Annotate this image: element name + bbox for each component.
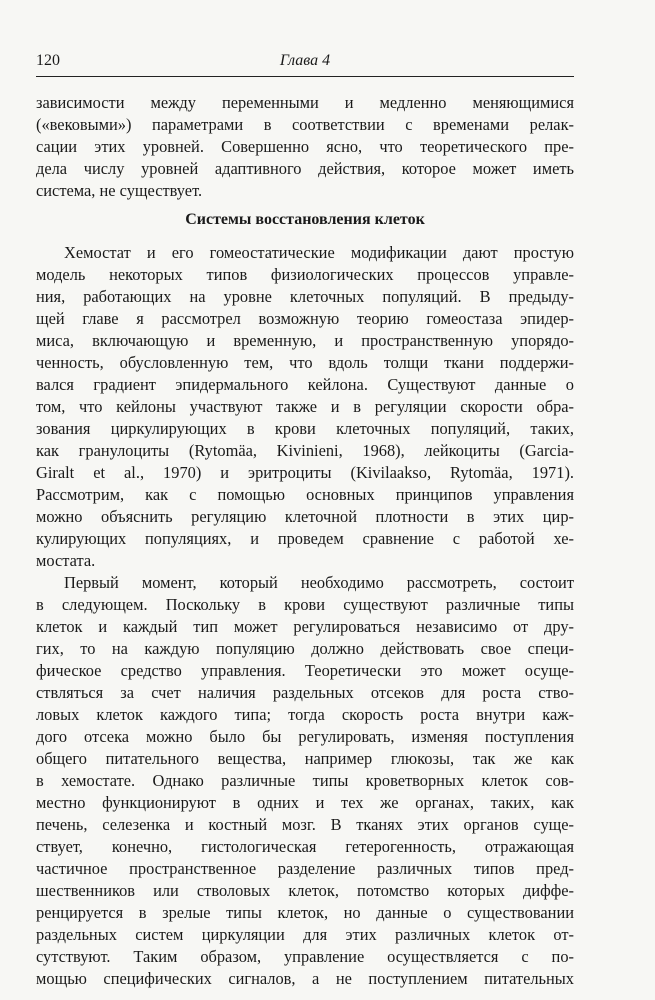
text-line: вался градиент эпидермального кейлона. Существуют данные о [36,375,574,394]
text-line: ченность, обусловленную тем, что вдоль толщи ткани поддержи- [36,353,574,372]
text-line: том, что кейлоны участвуют также и в регуляции скорости обра- [36,397,574,416]
text-line: как гранулоциты (Rytomäa, Kivinieni, 1968), лейкоциты (Garcia- [36,441,574,460]
text-line: Первый момент, который необходимо рассмотреть, состоит [64,573,574,592]
text-line: дого отсека можно было бы регулировать, изменяя поступления [36,727,574,746]
page-number: 120 [36,52,60,69]
text-line: Хемостат и его гомеостатические модификации дают простую [64,243,574,262]
text-line: зования циркулирующих в крови клеточных популяций, таких, [36,419,574,438]
chapter-title: Глава 4 [279,52,331,69]
text-line: ловых клеток каждого типа; тогда скорость роста внутри каж- [36,705,574,724]
text-line: в хемостате. Однако различные типы кроветворных клеток сов- [36,771,574,790]
text-line: гих, то на каждую популяцию должно действовать свое специ- [36,639,574,658]
text-line: («вековыми») параметрами в соответствии с временами релак- [36,115,574,134]
text-line: Рассмотрим, как с помощью основных принципов управления [36,485,574,504]
text-line: местно функционируют в одних и тех же органах, таких, как [36,793,574,812]
text-line: ствляться за счет наличия раздельных отсеков для роста ство- [36,683,574,702]
text-line: мощью специфических сигналов, а не поступлением питательных [36,969,574,988]
text-line: кулирующих популяциях, и проведем сравнение с работой хе- [36,529,574,548]
text-line: фическое средство управления. Теоретически это может осуще- [36,661,574,680]
running-header [36,52,574,76]
text-line: зависимости между переменными и медленно меняющимися [36,93,574,112]
text-line: система, не существует. [36,181,203,200]
text-line: щей главе я рассмотрел возможную теорию гомеостаза эпидер- [36,309,574,328]
book-page [36,0,574,1000]
text-line: сутствуют. Таким образом, управление осуществляется с по- [36,947,574,966]
text-line: ствует, конечно, гистологическая гетерогенность, отражающая [36,837,574,856]
text-line: ренцируется в зрелые типы клеток, но данные о существовании [36,903,574,922]
text-line: клеток и каждый тип может регулироваться независимо от дру- [36,617,574,636]
text-line: печень, селезенка и костный мозг. В тканях этих органов суще- [36,815,574,834]
header-rule [36,76,574,77]
text-line: мостата. [36,551,96,570]
text-line: миса, включающую и временную, и пространственную упорядо- [36,331,574,350]
section-heading: Системы восстановления клеток [185,211,425,228]
text-line: можно объяснить регуляцию клеточной плотности в этих цир- [36,507,574,526]
text-line: ния, работающих на уровне клеточных популяций. В предыду- [36,287,574,306]
text-line: Giralt et al., 1970) и эритроциты (Kivilaakso, Rytomäa, 1971). [36,463,574,482]
text-line: дела числу уровней адаптивного действия, которое может иметь [36,159,574,178]
text-line: модель некоторых типов физиологических процессов управле- [36,265,574,284]
text-line: раздельных систем циркуляции для этих различных клеток от- [36,925,574,944]
text-line: сации этих уровней. Совершенно ясно, что теоретического пре- [36,137,574,156]
text-line: в следующем. Поскольку в крови существуют различные типы [36,595,574,614]
text-line: общего питательного вещества, например глюкозы, так же как [36,749,574,768]
text-line: частичное пространственное разделение различных типов пред- [36,859,574,878]
text-line: шественников или стволовых клеток, потомство которых диффе- [36,881,574,900]
